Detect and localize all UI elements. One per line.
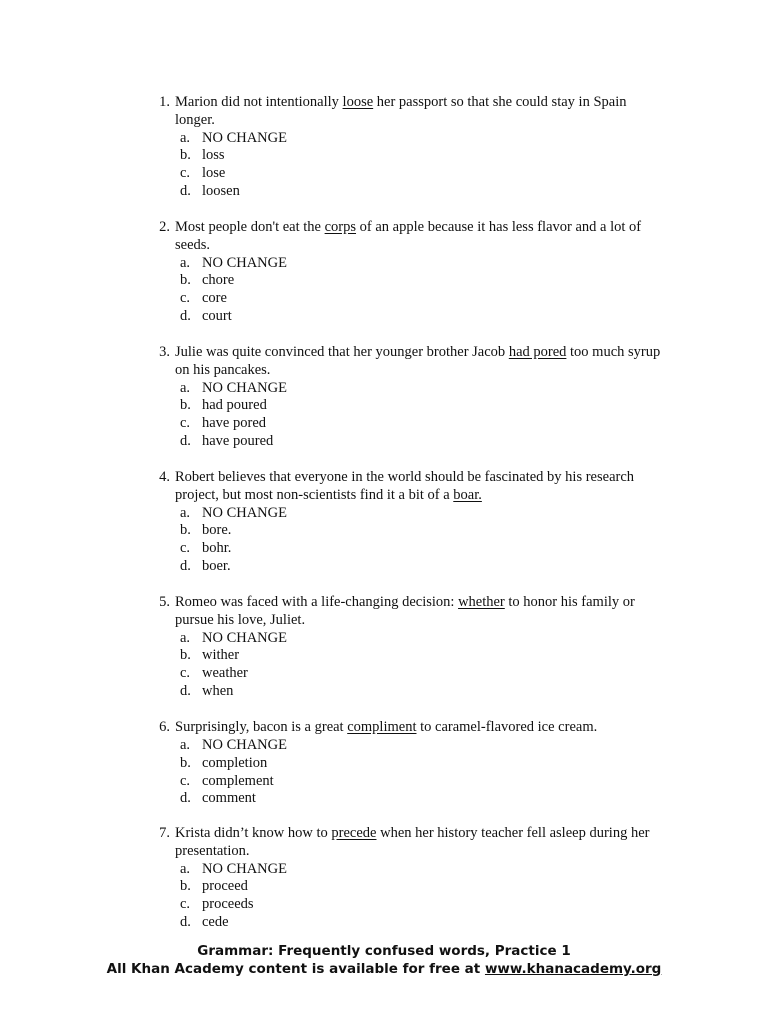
option-letter: c. (180, 896, 191, 913)
option-text: loosen (202, 183, 240, 200)
option-a (180, 861, 287, 879)
option-letter: a. (180, 129, 191, 146)
underlined-word: compliment (347, 719, 417, 735)
question-number: 6. (159, 719, 170, 735)
option-text: completion (202, 754, 268, 771)
question-text-pre: Most people don't eat the (175, 219, 325, 235)
option-c (180, 773, 287, 791)
question-text-post: to caramel-flavored ice cream. (416, 719, 598, 735)
option-text: when (202, 683, 234, 700)
question-text-post: her passport so that she could stay in Spain longer. (175, 94, 627, 128)
underlined-word: had pored (508, 344, 567, 360)
option-c (180, 665, 287, 683)
option-text: wither (202, 647, 240, 664)
option-b (180, 878, 287, 896)
answer-options (180, 861, 287, 933)
option-letter: d. (180, 308, 191, 325)
question-text-pre: Robert believes that everyone in the world should be fascinated by his research project, but most non-scientists find it a bit of a (175, 469, 635, 503)
question-text (175, 94, 665, 130)
question-number: 3. (159, 344, 170, 360)
answer-options (180, 255, 287, 327)
option-text: NO CHANGE (202, 504, 287, 521)
option-letter: b. (180, 522, 191, 539)
option-text: chore (202, 272, 235, 289)
option-text: NO CHANGE (202, 629, 287, 646)
option-letter: d. (180, 558, 191, 575)
option-letter: c. (180, 772, 191, 789)
option-text: complement (202, 772, 274, 789)
question-text-post: of an apple because it has less flavor and a lot of seeds. (175, 219, 642, 253)
question-number: 7. (159, 825, 170, 841)
option-c (180, 415, 287, 433)
underlined-word: precede (331, 825, 377, 841)
option-letter: c. (180, 540, 191, 557)
option-text: bore. (202, 522, 232, 539)
underlined-word: boar. (453, 486, 482, 503)
footer-title: Grammar: Frequently confused words, Practice 1 (197, 943, 571, 959)
option-letter: d. (180, 183, 191, 200)
option-letter: a. (180, 860, 191, 877)
option-text: boer. (202, 558, 231, 575)
option-d (180, 183, 287, 201)
option-letter: a. (180, 504, 191, 521)
question-text-post: to honor his family or pursue his love, Juliet. (175, 594, 635, 628)
option-text: have pored (202, 415, 267, 432)
underlined-word: whether (458, 594, 505, 610)
option-letter: b. (180, 878, 191, 895)
option-d (180, 683, 287, 701)
option-text: core (202, 290, 227, 307)
option-d (180, 790, 287, 808)
option-text: court (202, 308, 232, 325)
question-text-pre: Julie was quite convinced that her younger brother Jacob (175, 344, 509, 360)
option-c (180, 540, 287, 558)
question-text-pre: Surprisingly, bacon is a great (175, 719, 348, 735)
question-text (175, 719, 665, 737)
option-text: lose (202, 165, 226, 182)
question-number: 2. (159, 219, 170, 235)
option-letter: a. (180, 379, 191, 396)
answer-options (180, 380, 287, 452)
option-b (180, 755, 287, 773)
question-text-pre: Krista didn’t know how to (175, 825, 332, 841)
option-text: NO CHANGE (202, 379, 287, 396)
option-c (180, 165, 287, 183)
option-text: had poured (202, 397, 267, 414)
option-text: weather (202, 665, 248, 682)
option-a (180, 505, 287, 523)
option-letter: b. (180, 754, 191, 771)
question-text (175, 344, 665, 380)
option-text: cede (202, 914, 229, 931)
option-text: proceed (202, 878, 248, 895)
footer-credit-text: All Khan Academy content is available for free at (106, 961, 485, 977)
khan-academy-link[interactable]: www.khanacademy.org (484, 961, 662, 977)
option-letter: d. (180, 683, 191, 700)
question-number: 4. (159, 469, 170, 485)
footer (0, 942, 768, 978)
option-b (180, 147, 287, 165)
answer-options (180, 505, 287, 577)
option-b (180, 272, 287, 290)
option-letter: b. (180, 647, 191, 664)
option-text: NO CHANGE (202, 254, 287, 271)
option-letter: a. (180, 629, 191, 646)
answer-options (180, 737, 287, 809)
option-letter: a. (180, 254, 191, 271)
option-d (180, 558, 287, 576)
underlined-word: corps (324, 219, 357, 235)
question-text (175, 469, 665, 505)
option-text: NO CHANGE (202, 736, 287, 753)
option-letter: d. (180, 914, 191, 931)
question-text-post: when her history teacher fell asleep during her presentation. (175, 825, 650, 859)
question-text-post: too much syrup on his pancakes. (175, 344, 661, 378)
option-letter: c. (180, 165, 191, 182)
footer-credit (0, 960, 768, 978)
option-text: proceeds (202, 896, 254, 913)
option-text: NO CHANGE (202, 129, 287, 146)
option-b (180, 397, 287, 415)
option-text: comment (202, 790, 256, 807)
option-letter: c. (180, 290, 191, 307)
option-d (180, 914, 287, 932)
option-text: NO CHANGE (202, 860, 287, 877)
option-letter: b. (180, 397, 191, 414)
option-c (180, 896, 287, 914)
option-c (180, 290, 287, 308)
question-number: 5. (159, 594, 170, 610)
option-b (180, 522, 287, 540)
question-text (175, 594, 665, 630)
option-d (180, 433, 287, 451)
option-text: have poured (202, 433, 274, 450)
option-a (180, 737, 287, 755)
option-a (180, 255, 287, 273)
answer-options (180, 630, 287, 702)
option-a (180, 130, 287, 148)
option-letter: c. (180, 665, 191, 682)
question-text-pre: Marion did not intentionally (175, 94, 343, 110)
option-letter: d. (180, 790, 191, 807)
option-b (180, 647, 287, 665)
option-letter: d. (180, 433, 191, 450)
question-text-pre: Romeo was faced with a life-changing decision: (175, 594, 459, 610)
option-text: bohr. (202, 540, 232, 557)
option-a (180, 630, 287, 648)
option-letter: b. (180, 272, 191, 289)
option-a (180, 380, 287, 398)
option-d (180, 308, 287, 326)
option-text: loss (202, 147, 225, 164)
option-letter: c. (180, 415, 191, 432)
question-text (175, 825, 665, 861)
answer-options (180, 130, 287, 202)
question-text (175, 219, 665, 255)
option-letter: a. (180, 736, 191, 753)
option-letter: b. (180, 147, 191, 164)
underlined-word: loose (342, 94, 374, 110)
question-number: 1. (159, 94, 170, 110)
